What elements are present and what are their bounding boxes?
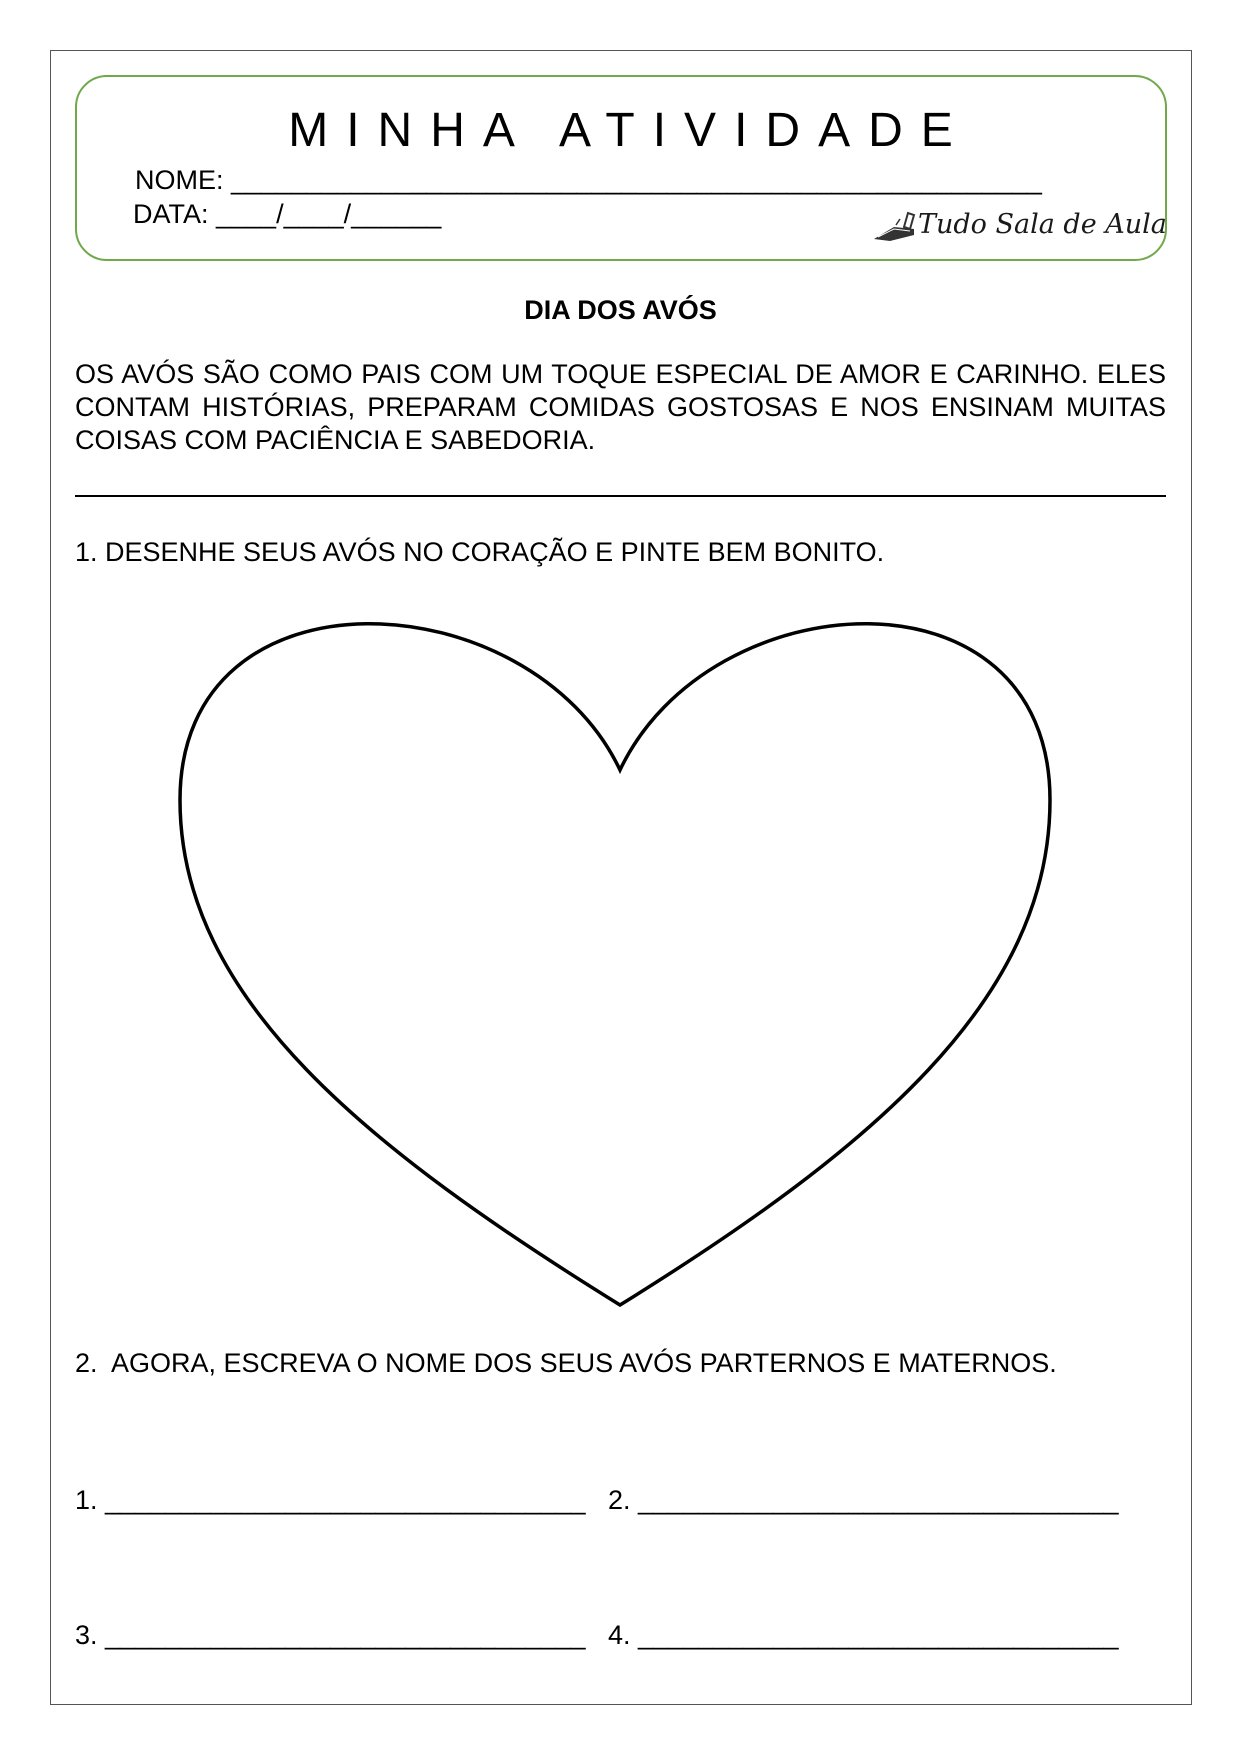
answer-line-1[interactable]: 1. ________________________________ <box>75 1485 586 1515</box>
name-field[interactable]: NOME: ______________________________________________________ <box>135 165 1042 195</box>
question-2: 2. AGORA, ESCREVA O NOME DOS SEUS AVÓS PARTERNOS E MATERNOS. <box>75 1348 1057 1378</box>
date-field[interactable]: DATA: ____/____/______ <box>133 199 442 229</box>
tudo-sala-de-aula-logo <box>870 205 1167 255</box>
worksheet-title: MINHA ATIVIDADE <box>288 104 971 157</box>
question-1: 1. DESENHE SEUS AVÓS NO CORAÇÃO E PINTE BEM BONITO. <box>75 537 885 567</box>
books-icon <box>870 205 920 245</box>
intro-paragraph: OS AVÓS SÃO COMO PAIS COM UM TOQUE ESPECIAL DE AMOR E CARINHO. ELES CONTAM HISTÓRIAS, PREPARAM COMIDAS GOSTOSAS E NOS ENSINAM MUITAS COISAS COM PACIÊNCIA E SABEDORIA. <box>75 359 1166 455</box>
heart-drawing-area[interactable] <box>170 600 1070 1315</box>
divider-line <box>75 495 1166 497</box>
logo-text: Tudo Sala de Aula <box>918 209 1167 240</box>
answer-line-3[interactable]: 3. ________________________________ <box>75 1620 586 1650</box>
answer-line-2[interactable]: 2. ________________________________ <box>608 1485 1119 1515</box>
answer-line-4[interactable]: 4. ________________________________ <box>608 1620 1119 1650</box>
section-title: DIA DOS AVÓS <box>524 295 717 325</box>
